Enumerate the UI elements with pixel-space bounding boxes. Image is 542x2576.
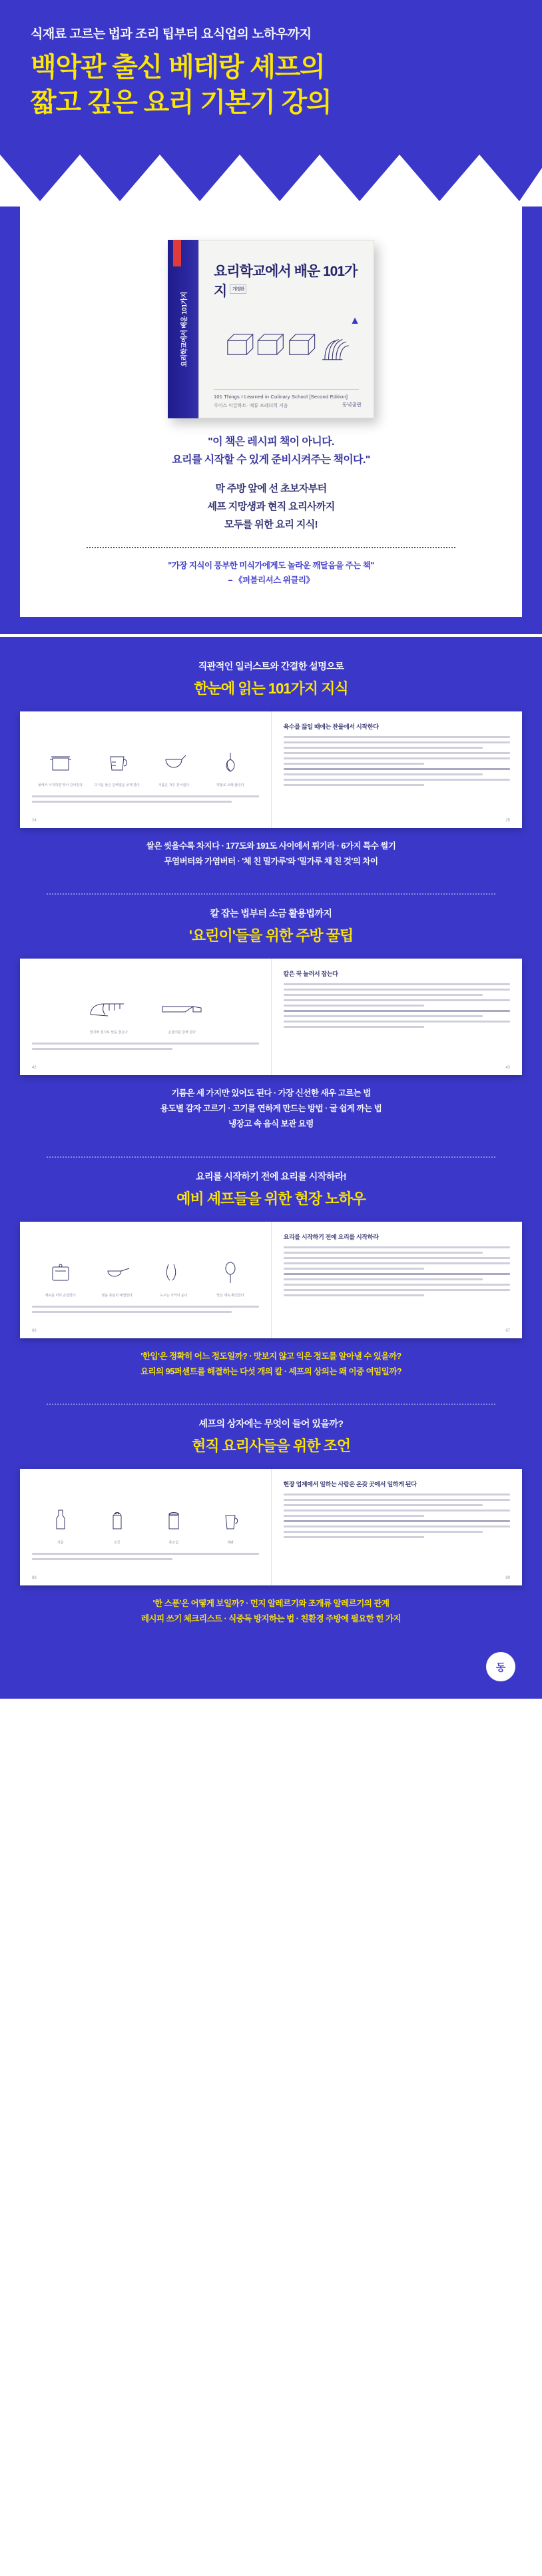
quote-main-line-2: 요리를 시작할 수 있게 준비시켜주는 책이다.": [172, 454, 370, 466]
book-spread-3: [20, 1222, 522, 1338]
publisher-logo-icon: ▲: [350, 315, 360, 326]
quote-body-line-1: 막 주방 앞에 선 초보자부터: [215, 483, 327, 495]
bottle-icon: [47, 1505, 74, 1545]
book-spread-2: [20, 959, 522, 1075]
text-line: [284, 1021, 511, 1023]
text-line: [284, 763, 424, 765]
frying-pan-icon: [101, 1258, 133, 1298]
pot-icon: [38, 747, 83, 787]
page-number-right: 43: [505, 1066, 510, 1071]
text-line: [284, 1015, 483, 1017]
text-line: [284, 1273, 511, 1275]
zigzag-decoration: [0, 128, 542, 207]
page-number-left: 24: [32, 818, 37, 823]
spread-4-right-page: [272, 1469, 523, 1585]
icon-caption: 뜨거운 물은 단백질을 굳게 한다: [94, 783, 140, 787]
text-line: [284, 1499, 511, 1501]
text-line: [284, 752, 511, 754]
text-line: [284, 989, 511, 991]
feature-1-bullet-1: 쌀은 씻을수록 차지다 · 177도와 191도 사이에서 튀기라 · 6가지 특수 썰기: [146, 841, 396, 851]
book-spread-1: [20, 711, 522, 828]
cover-illustration: [214, 314, 359, 377]
book-cover-badge: 개정판: [230, 284, 246, 294]
spread-3-left-page: [20, 1222, 272, 1338]
spread-4-heading: 현장 업계에서 일하는 사람은 온갖 곳에서 일하게 된다: [283, 1480, 417, 1488]
icon-caption: 거품은 자주 걷어낸다: [158, 783, 189, 787]
quote-block: [20, 429, 522, 588]
spread-4-icons: [32, 1486, 259, 1545]
text-line: [284, 999, 511, 1001]
icon-caption: 기름: [57, 1540, 64, 1545]
salt-shaker-icon: [104, 1505, 131, 1545]
spread-2-left-page: [20, 959, 272, 1075]
text-line: [284, 1257, 511, 1259]
hero-title-line-1: 백악관 출신 베테랑 셰프의: [31, 53, 325, 82]
text-line: [284, 1520, 511, 1522]
feature-2-title: '요린이'들을 위한 주방 꿀팁: [188, 927, 354, 945]
icon-caption: 소금: [113, 1540, 121, 1545]
quote-divider: [87, 547, 455, 548]
text-line: [32, 1048, 172, 1050]
text-line: [284, 983, 511, 985]
feature-section-1: [20, 659, 522, 881]
feature-section-2: [20, 907, 522, 1144]
book-spine-text: 요리학교에서 배운 101가지: [180, 291, 188, 367]
spread-1-icons: [32, 729, 259, 787]
icon-caption: 도구는 가까이 둔다: [160, 1293, 188, 1298]
can-icon: [160, 1505, 187, 1545]
icon-caption: 통조림: [168, 1540, 179, 1545]
book-cover: [168, 240, 374, 418]
feature-1-title: 한눈에 읽는 101가지 지식: [194, 679, 348, 697]
text-line: [284, 1026, 424, 1028]
feature-section-4: [20, 1417, 522, 1639]
feature-2-bullet-3: 냉장고 속 음식 보관 요령: [228, 1119, 314, 1129]
spine-accent-tab: [173, 240, 181, 266]
features-section: [0, 637, 542, 1645]
text-line: [284, 779, 511, 781]
book-image-area: [20, 229, 522, 429]
text-line: [284, 1504, 483, 1506]
feature-divider-3: [47, 1404, 495, 1405]
spread-1-heading: 육수를 끓일 때에는 찬물에서 시작한다: [283, 723, 379, 730]
page-number-right: 67: [505, 1328, 510, 1333]
quote-body-line-2: 셰프 지망생과 현직 요리사까지: [207, 501, 335, 513]
feature-3-kicker: 요리를 시작하기 전에 요리를 시작하라!: [195, 1170, 347, 1182]
quote-body-line-3: 모두를 위한 요리 지식!: [224, 519, 318, 531]
book-cover-authors: 루이스 이글하트· 매튜 프레더릭 지음: [214, 404, 288, 408]
text-line: [284, 1246, 511, 1248]
feature-1-kicker: 직관적인 일러스트와 간결한 설명으로: [198, 660, 344, 671]
feature-2-kicker: 칼 잡는 법부터 소금 활용법까지: [210, 908, 332, 919]
text-line: [284, 757, 511, 759]
text-line: [284, 773, 483, 775]
press-quote-line-2: – 《퍼블리셔스 위클리》: [228, 575, 314, 585]
icon-caption: 계량: [227, 1540, 234, 1545]
text-line: [32, 1558, 172, 1560]
icon-caption: 손잡이를 감싸 쥔다: [168, 1031, 196, 1035]
text-line: [284, 1494, 511, 1496]
cutting-board-icon: [45, 1258, 76, 1298]
feature-divider-1: [47, 893, 495, 895]
text-line: [32, 1311, 232, 1313]
spread-2-heading: 칼은 꾹 눌러서 잡는다: [283, 971, 338, 978]
feature-4-bullets: [20, 1596, 522, 1627]
text-line: [32, 1553, 259, 1555]
icon-caption: 팬을 충분히 예열한다: [101, 1293, 133, 1298]
text-line: [284, 1278, 483, 1280]
icon-caption: 재료를 미리 손질한다: [45, 1293, 76, 1298]
book-cover-english-title: 101 Things I Learned in Culinary School [Second Edition]: [214, 389, 359, 400]
page-number-left: 88: [32, 1575, 37, 1580]
text-line: [284, 1536, 424, 1538]
book-cover-publisher: 동녘출판: [342, 402, 362, 408]
book-spread-4: [20, 1469, 522, 1585]
page-number-left: 66: [32, 1328, 37, 1333]
text-line: [284, 1289, 511, 1291]
whisk-icon: [216, 747, 244, 787]
cup-icon: [217, 1505, 244, 1545]
feature-4-bullet-2: 레시피 쓰기 체크리스트 · 식중독 방지하는 법 · 친환경 주방에 필요한 힌 가지: [140, 1613, 402, 1623]
spread-3-right-page: [272, 1222, 523, 1338]
spread-2-icons: [32, 976, 259, 1035]
feature-1-bullets: [20, 839, 522, 869]
text-line: [284, 1010, 511, 1012]
text-line: [284, 768, 511, 770]
book-white-card: [20, 207, 522, 617]
text-line: [284, 741, 511, 743]
book-cover-title: 요리학교에서 배운 101가지: [214, 264, 358, 299]
icon-caption: 약불로 오래 끓인다: [216, 783, 244, 787]
feature-4-kicker: 셰프의 상자에는 무엇이 들어 있을까?: [198, 1418, 344, 1429]
icon-caption: 맛은 계속 확인한다: [216, 1293, 244, 1298]
text-line: [284, 784, 424, 786]
sieve-icon: [158, 747, 189, 787]
hero-section: [0, 0, 542, 207]
text-line: [32, 1306, 259, 1308]
feature-divider-2: [47, 1156, 495, 1158]
text-line: [284, 1262, 511, 1264]
text-line: [284, 1515, 424, 1517]
hero-kicker: 식재료 고르는 법과 조리 팁부터 요식업의 노하우까지: [31, 27, 312, 41]
tongs-icon: [160, 1258, 188, 1298]
feature-4-title: 현직 요리사들을 위한 조언: [191, 1437, 351, 1454]
text-line: [284, 1005, 424, 1007]
text-line: [284, 1509, 511, 1511]
spread-3-heading: 요리를 시작하기 전에 요리를 시작하라: [283, 1233, 379, 1240]
feature-3-bullet-1: '한입'은 정확히 어느 정도일까? · 맛보지 않고 익은 정도를 알아낼 수 있을까?: [140, 1351, 402, 1361]
book-front-cover: [198, 240, 374, 418]
book-showcase-section: [0, 207, 542, 634]
page-number-right: 89: [505, 1575, 510, 1580]
text-line: [284, 1252, 483, 1254]
feature-2-bullet-2: 용도별 감자 고르기 · 고기를 연하게 만드는 방법 · 굴 쉽게 까는 법: [160, 1104, 382, 1114]
text-line: [284, 1525, 511, 1527]
text-line: [32, 795, 259, 797]
text-line: [284, 736, 511, 738]
text-line: [284, 1284, 511, 1286]
feature-4-bullet-1: '한 스푼'은 어떻게 보일까? · 먼지 알레르기와 조개류 알레르기의 관계: [152, 1598, 390, 1608]
feature-2-bullet-1: 기름은 세 가지만 있어도 된다 · 가장 신선한 새우 고르는 법: [171, 1088, 371, 1098]
knife-icon: [158, 995, 205, 1035]
text-line: [284, 1294, 424, 1296]
text-line: [32, 801, 232, 803]
feature-section-3: [20, 1170, 522, 1392]
publisher-badge: 동: [486, 1652, 515, 1681]
spread-1-left-page: [20, 711, 272, 828]
feature-3-bullet-2: 요리의 95퍼센트를 해결하는 다섯 개의 칼 · 셰프의 상의는 왜 이중 여밈일까?: [140, 1366, 402, 1376]
hand-grip-icon: [85, 995, 132, 1035]
spoon-icon: [216, 1258, 244, 1298]
page-number-left: 42: [32, 1066, 37, 1071]
book-spine: [168, 240, 198, 418]
feature-2-bullets: [20, 1086, 522, 1132]
icon-caption: 물에서 시작하면 맛이 깊어진다: [38, 783, 83, 787]
text-line: [284, 994, 483, 996]
quote-main-line-1: "이 책은 레시피 책이 아니다.: [208, 436, 334, 448]
text-line: [284, 1268, 424, 1270]
press-quote-line-1: "가장 지식이 풍부한 미식가에게도 놀라운 깨달음을 주는 책": [168, 561, 374, 571]
spread-1-right-page: [272, 711, 523, 828]
measuring-cup-icon: [94, 747, 140, 787]
text-line: [284, 1531, 483, 1533]
feature-3-bullets: [20, 1349, 522, 1380]
text-line: [32, 1043, 259, 1045]
feature-1-bullet-2: 무염버터와 가염버터 · '체 친 밀가루'와 '밀가루 채 친 것'의 차이: [164, 857, 378, 866]
page-number-right: 25: [505, 818, 510, 823]
footer: [0, 1645, 542, 1699]
feature-3-title: 예비 셰프들을 위한 현장 노하우: [176, 1190, 366, 1207]
spread-3-icons: [32, 1239, 259, 1298]
spread-4-left-page: [20, 1469, 272, 1585]
icon-caption: 엄지와 검지로 날을 잡는다: [89, 1031, 128, 1035]
spread-2-right-page: [272, 959, 523, 1075]
text-line: [284, 747, 483, 749]
hero-title-line-2: 짧고 깊은 요리 기본기 강의: [31, 87, 332, 117]
